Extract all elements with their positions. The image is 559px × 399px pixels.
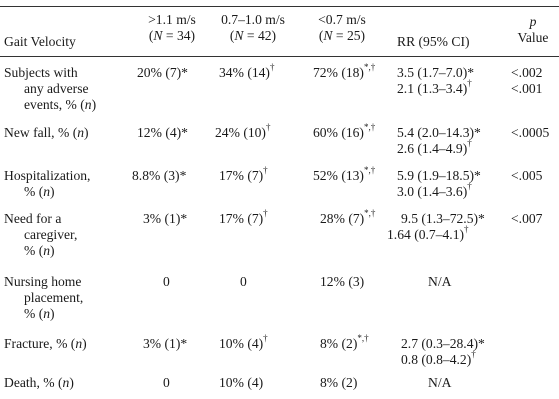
header-gait-velocity: Gait Velocity <box>4 34 76 49</box>
cell-mid: 17% (7)† <box>219 208 268 226</box>
cell-p: <.002 <.001 <box>511 65 543 96</box>
cell-mid: 17% (7)† <box>219 165 268 183</box>
cell-mid: 34% (14)† <box>219 62 275 80</box>
cell-fast: 3% (1)* <box>143 336 188 351</box>
header-col-fast: >1.1 m/s (N = 34) <box>148 12 196 43</box>
cell-mid: 24% (10)† <box>215 122 271 140</box>
cell-slow: 28% (7)*,† <box>320 208 376 226</box>
row-label: Fracture, % (n) <box>4 336 87 351</box>
header-p-value: p Value <box>517 14 549 45</box>
row-label: Death, % (n) <box>4 375 74 390</box>
cell-rr: N/A <box>428 274 452 289</box>
cell-rr: 3.5 (1.7–7.0)* 2.1 (1.3–3.4)† <box>397 65 475 96</box>
cell-mid: 10% (4)† <box>219 333 268 351</box>
cell-p: <.0005 <box>511 125 550 140</box>
row-label: Need for a caregiver, % (n) <box>4 211 78 258</box>
cell-slow: 8% (2) <box>320 375 358 390</box>
cell-p: <.005 <box>511 168 543 183</box>
cell-mid: 0 <box>240 274 247 289</box>
cell-fast: 12% (4)* <box>137 125 188 140</box>
cell-fast: 0 <box>163 274 170 289</box>
cell-fast: 0 <box>163 375 170 390</box>
cell-rr: N/A <box>428 375 452 390</box>
cell-p: <.007 <box>511 211 543 226</box>
cell-slow: 52% (13)*,† <box>313 165 376 183</box>
cell-slow: 60% (16)*,† <box>313 122 376 140</box>
cell-rr: 2.7 (0.3–28.4)* 0.8 (0.8–4.2)† <box>401 336 485 367</box>
row-label: Subjects with any adverse events, % (n) <box>4 65 97 112</box>
cell-slow: 8% (2)*,† <box>320 333 369 351</box>
table-top-rule <box>0 6 559 7</box>
cell-fast: 20% (7)* <box>137 65 188 80</box>
cell-rr: 9.5 (1.3–72.5)* 1.64 (0.7–4.1)† <box>387 211 485 242</box>
cell-slow: 12% (3) <box>320 274 365 289</box>
header-col-mid: 0.7–1.0 m/s (N = 42) <box>221 12 285 43</box>
cell-fast: 8.8% (3)* <box>132 168 187 183</box>
table-header-rule <box>0 56 559 57</box>
cell-rr: 5.4 (2.0–14.3)* 2.6 (1.4–4.9)† <box>397 125 481 156</box>
cell-mid: 10% (4) <box>219 375 264 390</box>
row-label: New fall, % (n) <box>4 125 89 140</box>
header-col-slow: <0.7 m/s (N = 25) <box>318 12 366 43</box>
cell-slow: 72% (18)*,† <box>313 62 376 80</box>
header-rr: RR (95% CI) <box>397 34 470 49</box>
row-label: Hospitalization, % (n) <box>4 168 91 199</box>
row-label: Nursing home placement, % (n) <box>4 274 84 321</box>
cell-fast: 3% (1)* <box>143 211 188 226</box>
cell-rr: 5.9 (1.9–18.5)* 3.0 (1.4–3.6)† <box>397 168 481 199</box>
